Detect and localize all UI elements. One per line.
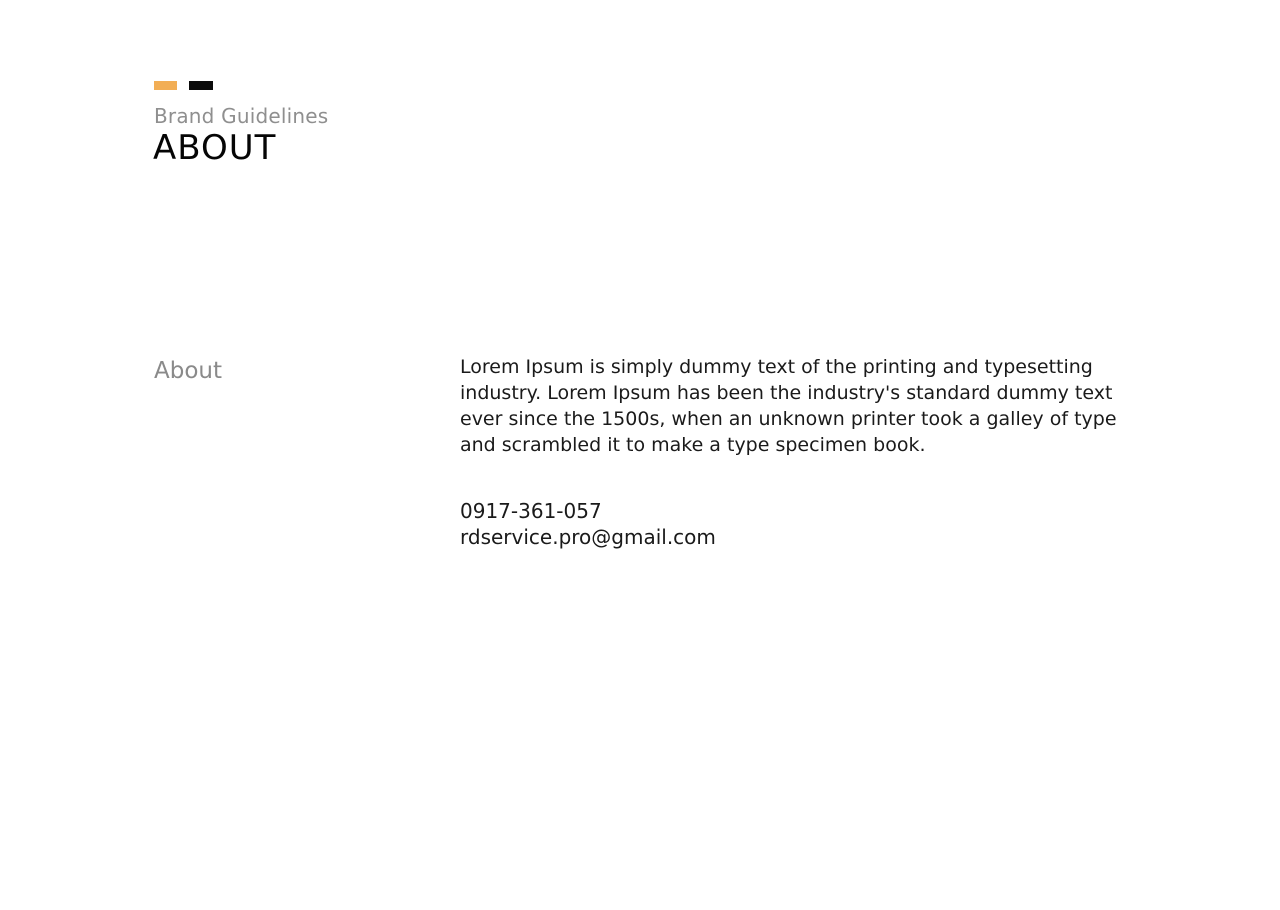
accent-color-swatch <box>154 81 177 90</box>
contact-phone: 0917-361-057 <box>460 499 602 523</box>
brand-color-marks <box>154 81 213 90</box>
dark-color-swatch <box>189 81 213 90</box>
about-paragraph: Lorem Ipsum is simply dummy text of the printing and typesetting industry. Lorem Ipsum has been the industry's standard dummy text ever since the 1500s, when an unknown printer took a galley of type and scrambled it to make a type specimen book. <box>460 356 1117 456</box>
page-title: ABOUT <box>153 128 277 168</box>
contact-email: rdservice.pro@gmail.com <box>460 525 716 549</box>
section-label: About <box>154 358 223 384</box>
page-subtitle: Brand Guidelines <box>154 104 329 128</box>
contact-info <box>460 498 716 550</box>
